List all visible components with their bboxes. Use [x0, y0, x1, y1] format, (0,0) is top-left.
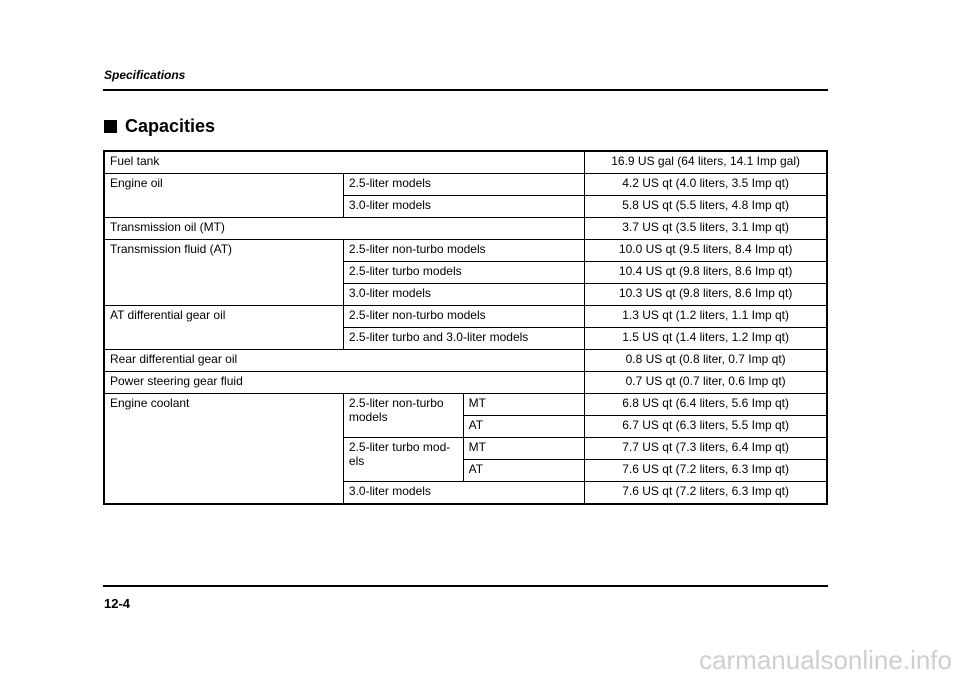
table-cell: 6.7 US qt (6.3 liters, 5.5 Imp qt): [585, 416, 827, 438]
page-header-title: Specifications: [104, 68, 186, 82]
table-row: [104, 350, 827, 372]
section-title: Capacities: [125, 116, 216, 136]
table-cell: MT: [463, 394, 585, 416]
table-cell: 3.7 US qt (3.5 liters, 3.1 Imp qt): [585, 218, 827, 240]
table-cell: 2.5-liter non-turbo models: [343, 240, 584, 262]
table-row: [104, 394, 827, 416]
table-cell: Transmission oil (MT): [104, 218, 585, 240]
watermark: carmanualsonline.info: [699, 645, 952, 675]
table-cell: 0.7 US qt (0.7 liter, 0.6 Imp qt): [585, 372, 827, 394]
square-bullet-icon: [104, 120, 117, 133]
table-cell: 10.4 US qt (9.8 liters, 8.6 Imp qt): [585, 262, 827, 284]
footer-rule: [103, 585, 828, 587]
table-cell: 5.8 US qt (5.5 liters, 4.8 Imp qt): [585, 196, 827, 218]
capacities-table: [103, 150, 828, 505]
table-cell: 2.5-liter turbo mod-els: [343, 438, 463, 482]
table-cell: Fuel tank: [104, 151, 585, 174]
table-cell: AT: [463, 416, 585, 438]
table-cell: 7.6 US qt (7.2 liters, 6.3 Imp qt): [585, 460, 827, 482]
table-cell: 3.0-liter models: [343, 284, 584, 306]
table-cell: 2.5-liter models: [343, 174, 584, 196]
table-cell: 1.3 US qt (1.2 liters, 1.1 Imp qt): [585, 306, 827, 328]
table-cell: AT differential gear oil: [104, 306, 343, 350]
table-cell: MT: [463, 438, 585, 460]
table-cell: 0.8 US qt (0.8 liter, 0.7 Imp qt): [585, 350, 827, 372]
section-heading: [104, 116, 215, 137]
table-row: [104, 151, 827, 174]
table-cell: 6.8 US qt (6.4 liters, 5.6 Imp qt): [585, 394, 827, 416]
table-row: [104, 372, 827, 394]
table-row: [104, 306, 827, 328]
table-cell: 2.5-liter non-turbo models: [343, 306, 584, 328]
table-cell: Engine oil: [104, 174, 343, 218]
table-cell: Transmission fluid (AT): [104, 240, 343, 306]
table-cell: 2.5-liter turbo and 3.0-liter models: [343, 328, 584, 350]
table-cell: 4.2 US qt (4.0 liters, 3.5 Imp qt): [585, 174, 827, 196]
table-cell: 1.5 US qt (1.4 liters, 1.2 Imp qt): [585, 328, 827, 350]
table-row: [104, 218, 827, 240]
table-cell: Engine coolant: [104, 394, 343, 505]
table-cell: 10.0 US qt (9.5 liters, 8.4 Imp qt): [585, 240, 827, 262]
page-number: 12-4: [104, 596, 131, 611]
table-row: [104, 240, 827, 262]
table-cell: Rear differential gear oil: [104, 350, 585, 372]
table-row: [104, 174, 827, 196]
table-cell: 7.6 US qt (7.2 liters, 6.3 Imp qt): [585, 482, 827, 505]
table-cell: 3.0-liter models: [343, 196, 584, 218]
table-cell: 7.7 US qt (7.3 liters, 6.4 Imp qt): [585, 438, 827, 460]
table-cell: 2.5-liter non-turbo models: [343, 394, 463, 438]
table-cell: 3.0-liter models: [343, 482, 584, 505]
table-cell: 16.9 US gal (64 liters, 14.1 Imp gal): [585, 151, 827, 174]
table-cell: 10.3 US qt (9.8 liters, 8.6 Imp qt): [585, 284, 827, 306]
table-cell: Power steering gear fluid: [104, 372, 585, 394]
header-rule: [103, 89, 828, 91]
table-cell: 2.5-liter turbo models: [343, 262, 584, 284]
table-cell: AT: [463, 460, 585, 482]
